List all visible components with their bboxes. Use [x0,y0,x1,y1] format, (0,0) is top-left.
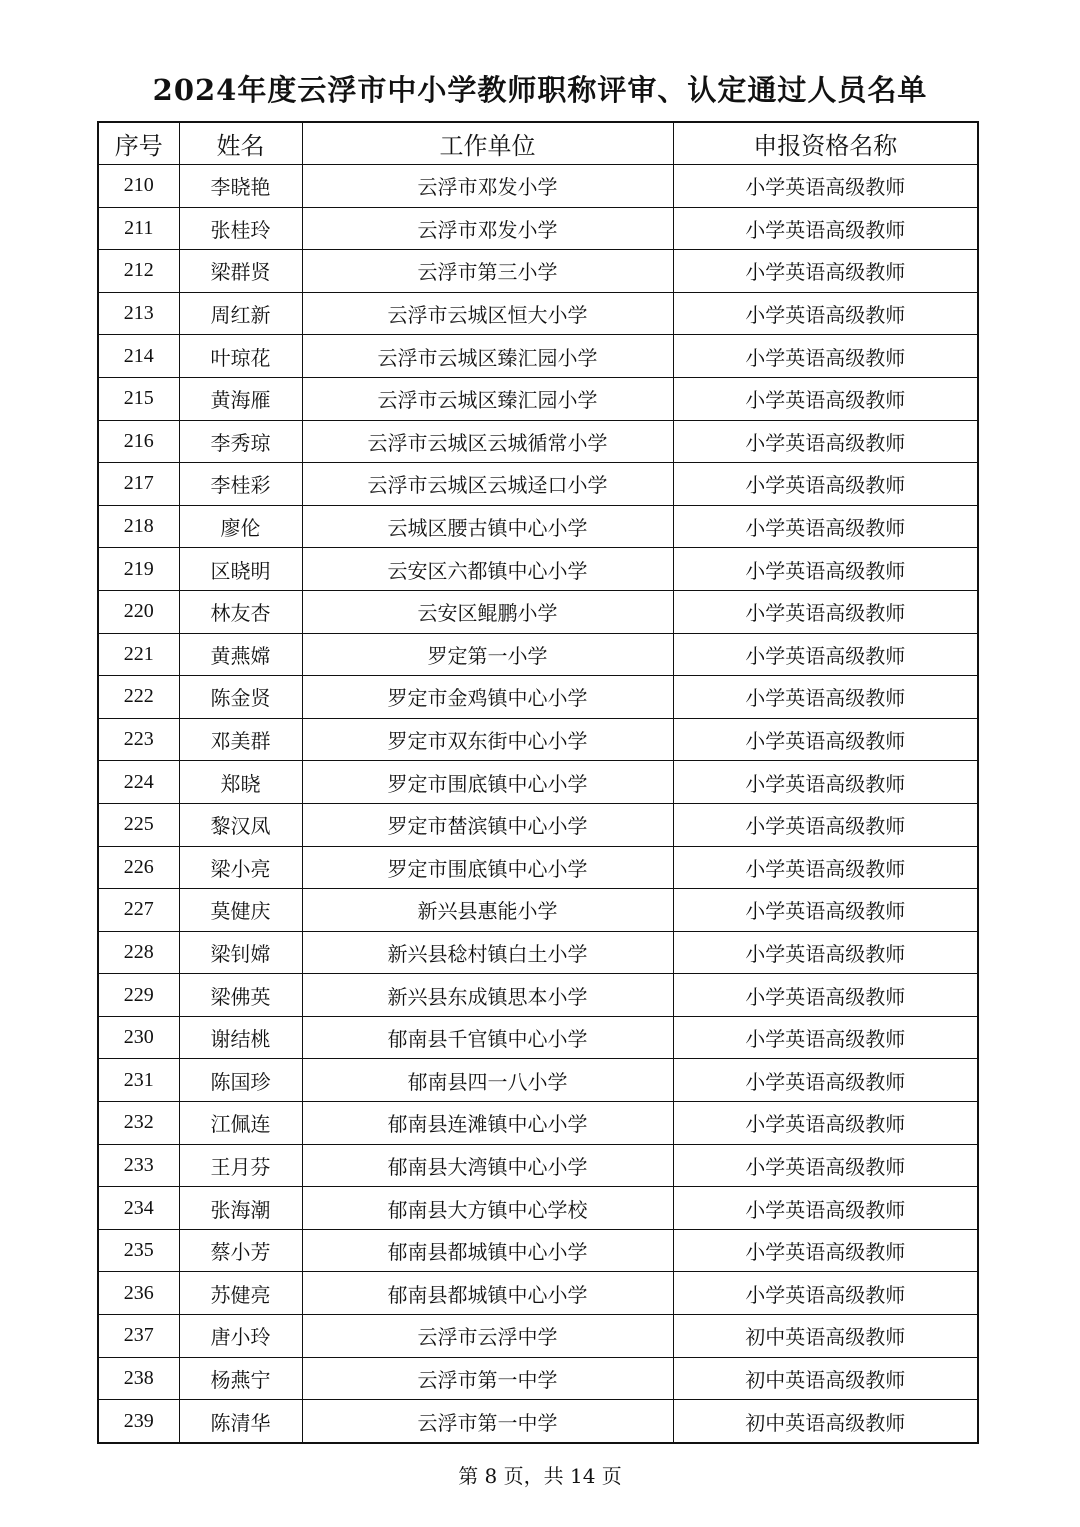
cell-seq: 239 [98,1400,179,1443]
cell-qualification: 小学英语高级教师 [673,633,978,676]
table-row [98,1059,978,1102]
table-row [98,1102,978,1145]
cell-workplace: 云浮市云城区臻汇园小学 [302,377,673,420]
cell-workplace: 罗定市榃滨镇中心小学 [302,803,673,846]
table-row [98,335,978,378]
cell-name: 梁钊嫦 [179,931,302,974]
cell-qualification: 小学英语高级教师 [673,165,978,208]
cell-qualification: 小学英语高级教师 [673,292,978,335]
cell-qualification: 小学英语高级教师 [673,974,978,1017]
cell-name: 黄燕嫦 [179,633,302,676]
cell-qualification: 小学英语高级教师 [673,1229,978,1272]
cell-name: 谢结桃 [179,1016,302,1059]
cell-qualification: 小学英语高级教师 [673,676,978,719]
table-row [98,1400,978,1443]
cell-name: 邓美群 [179,718,302,761]
cell-qualification: 小学英语高级教师 [673,207,978,250]
cell-seq: 215 [98,377,179,420]
cell-seq: 237 [98,1315,179,1358]
table-row [98,761,978,804]
cell-name: 叶琼花 [179,335,302,378]
cell-qualification: 小学英语高级教师 [673,1102,978,1145]
cell-seq: 230 [98,1016,179,1059]
cell-qualification: 小学英语高级教师 [673,420,978,463]
table-row [98,1229,978,1272]
cell-seq: 213 [98,292,179,335]
cell-name: 江佩连 [179,1102,302,1145]
table-row [98,548,978,591]
cell-workplace: 郁南县四一八小学 [302,1059,673,1102]
cell-qualification: 初中英语高级教师 [673,1400,978,1443]
cell-seq: 232 [98,1102,179,1145]
cell-qualification: 小学英语高级教师 [673,1144,978,1187]
cell-qualification: 小学英语高级教师 [673,250,978,293]
header-seq: 序号 [98,122,179,165]
cell-seq: 223 [98,718,179,761]
cell-qualification: 小学英语高级教师 [673,335,978,378]
cell-qualification: 小学英语高级教师 [673,1187,978,1230]
cell-name: 张海潮 [179,1187,302,1230]
table-row [98,377,978,420]
table-row [98,1144,978,1187]
cell-workplace: 郁南县大湾镇中心小学 [302,1144,673,1187]
cell-workplace: 罗定第一小学 [302,633,673,676]
cell-workplace: 新兴县惠能小学 [302,889,673,932]
cell-name: 李秀琼 [179,420,302,463]
cell-workplace: 云浮市云城区臻汇园小学 [302,335,673,378]
cell-name: 郑晓 [179,761,302,804]
cell-seq: 238 [98,1357,179,1400]
cell-qualification: 小学英语高级教师 [673,377,978,420]
table-row [98,165,978,208]
cell-seq: 224 [98,761,179,804]
cell-workplace: 云浮市第一中学 [302,1400,673,1443]
cell-workplace: 新兴县稔村镇白土小学 [302,931,673,974]
cell-qualification: 小学英语高级教师 [673,1272,978,1315]
cell-workplace: 云浮市第三小学 [302,250,673,293]
cell-qualification: 小学英语高级教师 [673,1016,978,1059]
cell-workplace: 罗定市围底镇中心小学 [302,761,673,804]
cell-name: 梁佛英 [179,974,302,1017]
cell-workplace: 郁南县大方镇中心学校 [302,1187,673,1230]
cell-workplace: 云浮市邓发小学 [302,165,673,208]
cell-name: 黎汉凤 [179,803,302,846]
table-row [98,1357,978,1400]
cell-qualification: 小学英语高级教师 [673,463,978,506]
cell-qualification: 小学英语高级教师 [673,718,978,761]
cell-qualification: 初中英语高级教师 [673,1315,978,1358]
table-row [98,889,978,932]
cell-name: 周红新 [179,292,302,335]
cell-qualification: 初中英语高级教师 [673,1357,978,1400]
cell-name: 廖伦 [179,505,302,548]
page-title: 2024年度云浮市中小学教师职称评审、认定通过人员名单 [152,73,928,107]
roster-table [97,121,979,1444]
cell-name: 杨燕宁 [179,1357,302,1400]
table-row [98,1187,978,1230]
table-row [98,292,978,335]
cell-seq: 231 [98,1059,179,1102]
table-row [98,676,978,719]
cell-name: 唐小玲 [179,1315,302,1358]
cell-name: 梁群贤 [179,250,302,293]
cell-seq: 225 [98,803,179,846]
cell-workplace: 郁南县都城镇中心小学 [302,1229,673,1272]
table-row [98,931,978,974]
cell-qualification: 小学英语高级教师 [673,761,978,804]
table-row [98,590,978,633]
cell-name: 区晓明 [179,548,302,591]
cell-seq: 235 [98,1229,179,1272]
cell-seq: 226 [98,846,179,889]
cell-qualification: 小学英语高级教师 [673,846,978,889]
cell-name: 李桂彩 [179,463,302,506]
table-row [98,718,978,761]
cell-seq: 221 [98,633,179,676]
cell-name: 林友杏 [179,590,302,633]
cell-workplace: 云浮市云城区恒大小学 [302,292,673,335]
cell-seq: 219 [98,548,179,591]
header-qualification: 申报资格名称 [673,122,978,165]
cell-seq: 217 [98,463,179,506]
cell-seq: 222 [98,676,179,719]
cell-name: 陈金贤 [179,676,302,719]
cell-seq: 218 [98,505,179,548]
table-row [98,1315,978,1358]
cell-workplace: 郁南县都城镇中心小学 [302,1272,673,1315]
cell-name: 李晓艳 [179,165,302,208]
cell-workplace: 云浮市云城区云城迳口小学 [302,463,673,506]
cell-qualification: 小学英语高级教师 [673,505,978,548]
cell-name: 陈国珍 [179,1059,302,1102]
cell-name: 苏健亮 [179,1272,302,1315]
table-row [98,633,978,676]
header-workplace: 工作单位 [302,122,673,165]
cell-seq: 229 [98,974,179,1017]
cell-workplace: 郁南县连滩镇中心小学 [302,1102,673,1145]
cell-seq: 234 [98,1187,179,1230]
cell-qualification: 小学英语高级教师 [673,803,978,846]
cell-workplace: 罗定市金鸡镇中心小学 [302,676,673,719]
cell-seq: 228 [98,931,179,974]
cell-workplace: 云浮市云城区云城循常小学 [302,420,673,463]
table-header-row [98,122,978,165]
cell-workplace: 新兴县东成镇思本小学 [302,974,673,1017]
cell-name: 陈清华 [179,1400,302,1443]
cell-qualification: 小学英语高级教师 [673,590,978,633]
cell-workplace: 云安区六都镇中心小学 [302,548,673,591]
cell-seq: 211 [98,207,179,250]
cell-qualification: 小学英语高级教师 [673,931,978,974]
cell-workplace: 云城区腰古镇中心小学 [302,505,673,548]
cell-seq: 236 [98,1272,179,1315]
cell-qualification: 小学英语高级教师 [673,889,978,932]
cell-workplace: 云浮市邓发小学 [302,207,673,250]
cell-workplace: 云浮市第一中学 [302,1357,673,1400]
cell-qualification: 小学英语高级教师 [673,1059,978,1102]
cell-seq: 227 [98,889,179,932]
table-row [98,250,978,293]
table-row [98,1016,978,1059]
table-row [98,463,978,506]
cell-workplace: 云浮市云浮中学 [302,1315,673,1358]
table-row [98,974,978,1017]
cell-seq: 233 [98,1144,179,1187]
cell-seq: 220 [98,590,179,633]
cell-name: 王月芬 [179,1144,302,1187]
cell-workplace: 云安区鲲鹏小学 [302,590,673,633]
table-row [98,1272,978,1315]
cell-name: 梁小亮 [179,846,302,889]
header-name: 姓名 [179,122,302,165]
cell-seq: 216 [98,420,179,463]
table-row [98,846,978,889]
table-row [98,803,978,846]
cell-seq: 212 [98,250,179,293]
cell-name: 莫健庆 [179,889,302,932]
cell-qualification: 小学英语高级教师 [673,548,978,591]
table-row [98,505,978,548]
cell-seq: 210 [98,165,179,208]
cell-workplace: 郁南县千官镇中心小学 [302,1016,673,1059]
cell-name: 黄海雁 [179,377,302,420]
cell-workplace: 罗定市围底镇中心小学 [302,846,673,889]
table-row [98,420,978,463]
cell-seq: 214 [98,335,179,378]
page-footer: 第 8 页，共 14 页 [458,1464,622,1488]
table-body [98,165,978,1443]
table-row [98,207,978,250]
cell-workplace: 罗定市双东街中心小学 [302,718,673,761]
cell-name: 蔡小芳 [179,1229,302,1272]
cell-name: 张桂玲 [179,207,302,250]
